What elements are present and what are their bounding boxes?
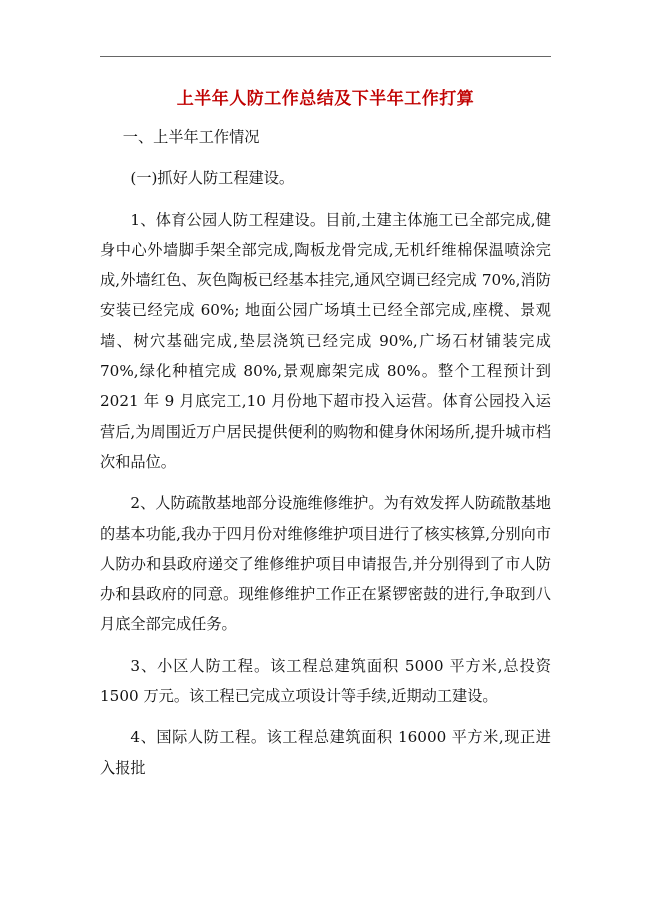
section-heading: 一、上半年工作情况 xyxy=(122,128,260,146)
paragraph-item-3: 3、小区人防工程。该工程总建筑面积 5000 平方米,总投资 1500 万元。该工程已完成立项设计等手续,近期动工建设。 xyxy=(100,656,551,706)
document-title: 上半年人防工作总结及下半年工作打算 xyxy=(176,89,475,109)
subsection-heading: (一)抓好人防工程建设。 xyxy=(130,169,295,188)
header-rule xyxy=(100,56,551,57)
document-body xyxy=(100,122,551,794)
paragraph-item-4: 4、国际人防工程。该工程总建筑面积 16000 平方米,现正进入报批 xyxy=(100,728,551,777)
paragraph-item-2: 2、人防疏散基地部分设施维修维护。为有效发挥人防疏散基地的基本功能,我办于四月份对维修维护项目进行了核实核算,分别向市人防办和县政府递交了维修维护项目申请报告,并分别得到了市人防办和县政府的同意。现维修维护工作正在紧锣密鼓的进行,争取到八月底全部完成任务。 xyxy=(100,494,551,634)
paragraph-item-1: 1、体育公园人防工程建设。目前,土建主体施工已全部完成,健身中心外墙脚手架全部完成,陶板龙骨完成,无机纤维棉保温喷涂完成,外墙红色、灰色陶板已经基本挂完,通风空调已经完成 70%,消防安装已经完成 60%; 地面公园广场填土已经全部完成,座櫈、景观墙、树穴基础完成,垫层浇筑已经完成 90%,广场石材铺装完成 70%,绿化种植完成 80%,景观廊架完成 80%。整个工程预计到 2021 年 9 月底完工,10 月份地下超市投入运营。体育公园投入运营后,为周围近万户居民提供便利的购物和健身休闲场所,提升城市档次和品位。 xyxy=(100,210,551,471)
